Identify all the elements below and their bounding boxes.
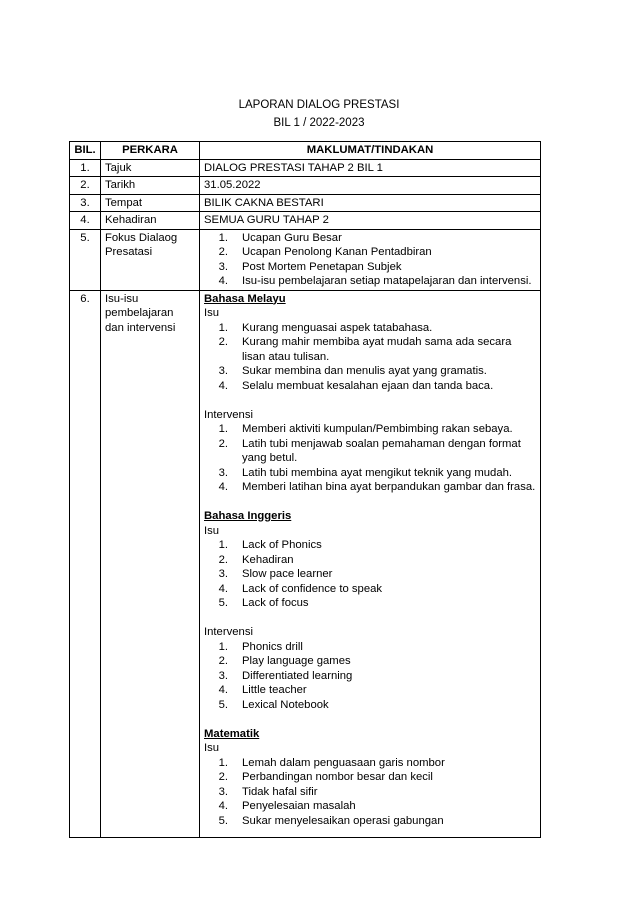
list-item-number: 5. (218, 597, 228, 609)
list-item-text: Lack of confidence to speak (242, 582, 383, 595)
list-item-number: 2. (218, 437, 228, 450)
report-subtitle: BIL 1 / 2022-2023 (273, 117, 365, 129)
list-item (204, 785, 536, 800)
list-item (204, 480, 536, 495)
table-header-row (70, 142, 541, 160)
list-item-text: Differentiated learning (242, 669, 353, 682)
list-item-number: 2. (218, 336, 228, 348)
list-item-number: 5. (218, 814, 228, 827)
list-item-text: Sukar menyelesaikan operasi gabungan (242, 814, 444, 827)
bi-intervensi-list (204, 640, 536, 713)
list-item-number: 1. (218, 756, 228, 769)
isu-label: Isu (204, 524, 220, 537)
row-perkara: Tajuk (101, 159, 200, 177)
list-item-number: 2. (218, 246, 228, 258)
list-item-number: 1. (218, 321, 228, 334)
list-item-number: 3. (218, 785, 228, 798)
list-item (204, 260, 536, 275)
table-row (70, 194, 541, 212)
list-item-text: Isu-isu pembelajaran setiap matapelajaran dan intervensi. (242, 275, 532, 287)
list-item-text: Lemah dalam penguasaan garis nombor (242, 756, 445, 769)
row-number: 1. (70, 159, 101, 177)
focus-list (204, 231, 536, 289)
subject-heading-mt: Matematik (204, 727, 260, 740)
list-item-number: 4. (218, 379, 228, 392)
list-item (204, 698, 536, 713)
list-item-number: 4. (218, 684, 228, 696)
list-item (204, 770, 536, 785)
list-item-text: Ucapan Penolong Kanan Pentadbiran (242, 246, 432, 258)
list-item-number: 3. (218, 669, 228, 682)
isu-label: Isu (204, 307, 220, 319)
row-perkara: Kehadiran (101, 212, 200, 230)
row-maklumat: BILIK CAKNA BESTARI (200, 194, 541, 212)
list-item (204, 669, 536, 684)
list-item-number: 3. (218, 466, 228, 479)
list-item-text: Ucapan Guru Besar (242, 231, 342, 244)
row-number: 6. (70, 290, 101, 837)
list-item-number: 4. (218, 582, 228, 595)
row-number: 2. (70, 177, 101, 195)
col-header-maklumat: MAKLUMAT/TINDAKAN (200, 142, 541, 160)
list-item-text: Kurang mahir membiba ayat mudah sama ada secara lisan atau tulisan. (242, 336, 512, 363)
list-item-number: 1. (218, 231, 228, 244)
mt-isu-list (204, 756, 536, 829)
list-item (204, 553, 536, 568)
list-item-text: Latih tubi menjawab soalan pemahaman dengan format yang betul. (242, 437, 521, 464)
list-item-number: 4. (218, 275, 228, 287)
row-number: 4. (70, 212, 101, 230)
intervensi-label: Intervensi (204, 408, 253, 421)
table-row (70, 177, 541, 195)
list-item-text: Slow pace learner (242, 568, 333, 580)
list-item-number: 1. (218, 539, 228, 551)
list-item-number: 4. (218, 800, 228, 812)
row-maklumat: SEMUA GURU TAHAP 2 (200, 212, 541, 230)
list-item (204, 335, 536, 364)
list-item-number: 4. (218, 481, 228, 493)
row-number: 3. (70, 194, 101, 212)
list-item (204, 274, 536, 289)
list-item (204, 567, 536, 582)
list-item-number: 2. (218, 553, 228, 566)
table-row (70, 290, 541, 837)
row-number: 5. (70, 229, 101, 290)
table-row (70, 229, 541, 290)
isu-label: Isu (204, 742, 220, 754)
list-item-number: 1. (218, 423, 228, 435)
list-item-number: 2. (218, 771, 228, 783)
list-item-text: Kurang menguasai aspek tatabahasa. (242, 321, 433, 334)
list-item (204, 245, 536, 260)
list-item-text: Memberi latihan bina ayat berpandukan gambar dan frasa. (242, 481, 536, 493)
list-item-text: Post Mortem Penetapan Subjek (242, 260, 402, 273)
list-item (204, 683, 536, 698)
bm-isu-list (204, 321, 536, 394)
list-item-number: 3. (218, 568, 228, 580)
list-item-text: Lack of focus (242, 597, 309, 609)
bm-intervensi-list (204, 422, 536, 495)
list-item-text: Kehadiran (242, 553, 294, 566)
list-item (204, 596, 536, 611)
list-item-text: Selalu membuat kesalahan ejaan dan tanda baca. (242, 379, 494, 392)
list-item (204, 422, 536, 437)
list-item-text: Sukar membina dan menulis ayat yang gramatis. (242, 365, 487, 377)
list-item-text: Play language games (242, 655, 351, 667)
row-perkara: Fokus Dialaog Presatasi (101, 229, 200, 290)
row-perkara: Isu-isu pembelajaran dan intervensi (101, 290, 200, 837)
report-title: LAPORAN DIALOG PRESTASI (238, 99, 400, 111)
list-item (204, 538, 536, 553)
list-item-number: 3. (218, 260, 228, 273)
list-item (204, 799, 536, 814)
list-item-number: 5. (218, 698, 228, 711)
report-table (69, 141, 541, 838)
list-item (204, 654, 536, 669)
col-header-perkara: PERKARA (101, 142, 200, 160)
list-item-number: 1. (218, 640, 228, 653)
row-perkara: Tarikh (101, 177, 200, 195)
row-maklumat (200, 229, 541, 290)
list-item (204, 814, 536, 829)
list-item (204, 582, 536, 597)
list-item (204, 756, 536, 771)
subject-heading-bm: Bahasa Melayu (204, 292, 286, 305)
list-item-text: Little teacher (242, 684, 307, 696)
row-maklumat: 31.05.2022 (200, 177, 541, 195)
list-item (204, 321, 536, 336)
row-maklumat: DIALOG PRESTASI TAHAP 2 BIL 1 (200, 159, 541, 177)
list-item (204, 379, 536, 394)
list-item-number: 2. (218, 655, 228, 667)
table-row (70, 212, 541, 230)
list-item (204, 231, 536, 246)
table-row (70, 159, 541, 177)
list-item (204, 364, 536, 379)
intervensi-label: Intervensi (204, 626, 253, 638)
col-header-bil: BIL. (70, 142, 101, 160)
list-item-text: Perbandingan nombor besar dan kecil (242, 771, 433, 783)
list-item-text: Phonics drill (242, 640, 303, 653)
list-item-text: Memberi aktiviti kumpulan/Pembimbing rakan sebaya. (242, 423, 513, 435)
row-perkara: Tempat (101, 194, 200, 212)
subject-heading-bi: Bahasa Inggeris (204, 510, 292, 522)
row-maklumat (200, 290, 541, 837)
list-item-text: Latih tubi membina ayat mengikut teknik yang mudah. (242, 466, 513, 479)
list-item (204, 640, 536, 655)
list-item-number: 3. (218, 365, 228, 377)
list-item-text: Penyelesaian masalah (242, 800, 356, 812)
list-item-text: Lexical Notebook (242, 698, 329, 711)
list-item (204, 466, 536, 481)
list-item-text: Lack of Phonics (242, 539, 322, 551)
list-item-text: Tidak hafal sifir (242, 785, 318, 798)
bi-isu-list (204, 538, 536, 611)
list-item (204, 437, 536, 466)
